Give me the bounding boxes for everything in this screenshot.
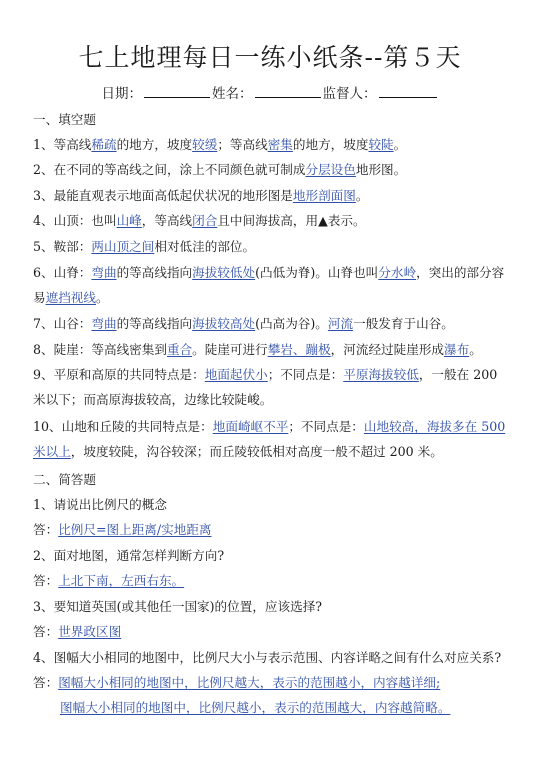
q5-text: 相对低洼的部位。 — [154, 239, 256, 254]
answer-prefix: 答： — [33, 624, 59, 639]
q10-text: ，坡度较陡，沟谷较深；而丘陵较低相对高度一般不超过 200 米。 — [70, 444, 443, 459]
section-heading-short-answer: 二、简答题 — [33, 472, 96, 487]
q6-text: 的等高线指向 — [116, 265, 193, 280]
q6-text: 。 — [95, 290, 109, 305]
q1-answer: 较缓 — [192, 137, 218, 152]
q10-answer: 地面崎岖不平 — [212, 419, 289, 434]
question-2 — [33, 162, 513, 178]
sa-question-3: 3、要知道英国(或其他任一国家)的位置，应该选择? — [33, 599, 323, 614]
answer-prefix: 答： — [33, 573, 59, 588]
q9-text: 9、平原和高原的共同特点是： — [33, 367, 205, 382]
q1-text: 的地方，坡度 — [292, 137, 369, 152]
question-5 — [33, 239, 513, 255]
q8-text: 8、陡崖：等高线密集到 — [33, 342, 167, 357]
q9-text: ；不同点是： — [267, 367, 344, 382]
q8-text: 。陡崖可进行 — [192, 342, 268, 357]
q3-answer: 地形剖面图 — [292, 188, 356, 203]
q7-answer: 弯曲 — [91, 316, 117, 331]
question-4 — [33, 213, 513, 229]
supervisor-blank[interactable] — [379, 86, 437, 98]
answer-prefix: 答： — [33, 675, 59, 690]
q2-text: 地形图。 — [355, 162, 407, 177]
question-1 — [33, 137, 513, 153]
answer-prefix: 答： — [33, 522, 59, 537]
q10-text: ；不同点是： — [288, 419, 364, 434]
sa-answer-2 — [33, 573, 513, 589]
question-9 — [33, 362, 513, 412]
sa-answer-1 — [33, 522, 513, 538]
q6-answer: 分水岭 — [378, 265, 417, 280]
question-10 — [33, 414, 513, 464]
q3-text: 3、最能直观表示地面高低起伏状况的地形图是 — [33, 188, 293, 203]
q1-answer: 稀疏 — [91, 137, 117, 152]
sa-answer-4-line1: 图幅大小相同的地图中，比例尺越大，表示的范围越小，内容越详细; — [58, 675, 441, 690]
sa-answer-4-line2: 图幅大小相同的地图中，比例尺越小，表示的范围越大，内容越简略。 — [60, 700, 451, 715]
q10-text: 10、山地和丘陵的共同特点是： — [33, 419, 213, 434]
date-blank[interactable] — [144, 86, 210, 98]
q8-answer: 瀑布 — [444, 342, 470, 357]
q7-text: (凸高为谷)。 — [255, 316, 328, 331]
q2-answer: 分层设色 — [305, 162, 356, 177]
question-3 — [33, 188, 513, 204]
q8-text: ，河流经过陡崖形成 — [330, 342, 445, 357]
sa-answer-3 — [33, 624, 513, 640]
sa-question-4: 4、图幅大小相同的地图中，比例尺大小与表示范围、内容详略之间有什么对应关系? — [33, 650, 502, 665]
question-7 — [33, 316, 513, 332]
q3-text: 。 — [355, 188, 369, 203]
q4-text: 4、山顶：也叫 — [33, 213, 117, 228]
q9-text: ，一般在 200 米以下；而高原海拔较高，边缘比较陡峻。 — [33, 367, 498, 407]
q4-text: ，等高线 — [141, 213, 193, 228]
q4-text: 且中间海拔高，用▲表示。 — [217, 213, 366, 228]
q7-answer: 河流 — [327, 316, 354, 331]
q4-answer: 山峰 — [116, 213, 142, 228]
name-label: 姓名： — [212, 86, 253, 102]
page-title: 七上地理每日一练小纸条--第５天 — [78, 43, 462, 72]
q1-text: 1、等高线 — [33, 137, 92, 152]
q8-text: 。 — [469, 342, 482, 357]
q4-answer: 闭合 — [192, 213, 218, 228]
q6-answer: 遮挡视线 — [45, 290, 96, 305]
q5-answer: 两山顶之间 — [91, 239, 155, 254]
q7-text: 一般发育于山谷。 — [353, 316, 454, 331]
q6-answer: 海拔较低处 — [192, 265, 256, 280]
q6-answer: 弯曲 — [91, 265, 117, 280]
q2-text: 2、在不同的等高线之间，涂上不同颜色就可制成 — [33, 162, 306, 177]
date-label: 日期： — [101, 86, 142, 102]
sa-question-2: 2、面对地图，通常怎样判断方向? — [33, 548, 225, 563]
q1-text: 的地方，坡度 — [116, 137, 193, 152]
name-blank[interactable] — [255, 86, 321, 98]
sa-answer-1-text: 比例尺=图上距离/实地距离 — [58, 522, 212, 537]
q6-text: ，突出的部分容易 — [33, 265, 505, 305]
q7-answer: 海拔较高处 — [192, 316, 256, 331]
section-heading-fill-blank: 一、填空题 — [33, 112, 96, 127]
q7-text: 的等高线指向 — [116, 316, 193, 331]
q10-answer: 山地较高，海拔多在 500 米以上 — [33, 419, 506, 459]
question-6 — [33, 260, 513, 310]
sa-answer-3-text: 世界政区图 — [58, 624, 122, 639]
sa-answer-4-continued — [60, 700, 540, 716]
q5-text: 5、鞍部： — [33, 239, 92, 254]
q8-answer: 重合 — [166, 342, 193, 357]
q6-text: 6、山脊： — [33, 265, 92, 280]
sa-answer-4 — [33, 675, 513, 691]
sa-question-1: 1、请说出比例尺的概念 — [33, 497, 167, 512]
q6-text: (凸低为脊)。山脊也叫 — [255, 265, 379, 280]
q1-text: ；等高线 — [217, 137, 268, 152]
q1-text: 。 — [393, 137, 407, 152]
q9-answer: 平原海拔较低 — [343, 367, 419, 382]
sa-answer-2-text: 上北下南，左西右东。 — [58, 573, 185, 588]
q7-text: 7、山谷： — [33, 316, 92, 331]
q1-answer: 较陡 — [368, 137, 394, 152]
q1-answer: 密集 — [267, 137, 293, 152]
question-8 — [33, 342, 513, 358]
q9-answer: 地面起伏小 — [204, 367, 268, 382]
header-fields — [0, 82, 540, 102]
supervisor-label: 监督人： — [322, 86, 377, 102]
q8-answer: 攀岩、蹦极 — [267, 342, 331, 357]
